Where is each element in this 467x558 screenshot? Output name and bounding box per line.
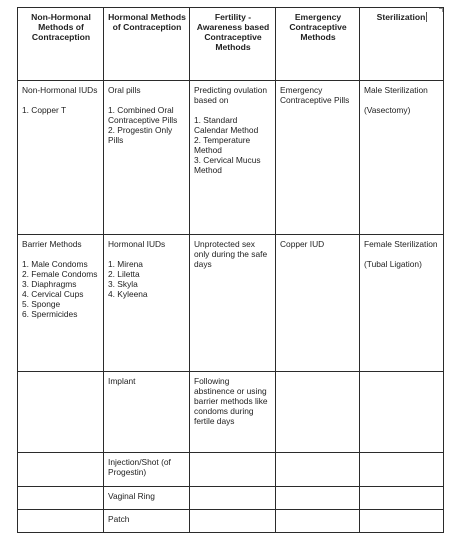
table-cell[interactable] xyxy=(190,487,276,510)
cell-text: 1. Combined Oral Contraceptive Pills xyxy=(108,105,178,125)
table-row xyxy=(18,510,444,533)
cell-text: Female Sterilization xyxy=(364,239,438,249)
cell-text: Following abstinence or using barrier methods like condoms during fertile days xyxy=(194,376,268,426)
table-cell[interactable] xyxy=(190,235,276,372)
table-cell[interactable] xyxy=(104,487,190,510)
table-cell[interactable] xyxy=(360,235,444,372)
table-cell[interactable] xyxy=(190,81,276,235)
cell-blank-line xyxy=(364,95,440,105)
table-row xyxy=(18,453,444,487)
cell-text: 2. Temperature Method xyxy=(194,135,251,155)
table-cell[interactable] xyxy=(276,235,360,372)
cell-text: 2. Female Condoms xyxy=(22,269,98,279)
cell-blank-line xyxy=(22,249,100,259)
cell-text: Male Sterilization xyxy=(364,85,428,95)
contraception-table xyxy=(17,7,444,533)
table-cell[interactable] xyxy=(360,487,444,510)
table-row xyxy=(18,235,444,372)
table-cell[interactable] xyxy=(276,510,360,533)
cell-text: Non-Hormonal IUDs xyxy=(22,85,98,95)
cell-text: Implant xyxy=(108,376,136,386)
cell-text: 1. Male Condoms xyxy=(22,259,88,269)
table-cell[interactable] xyxy=(360,372,444,453)
table-cell[interactable] xyxy=(18,235,104,372)
header-sterilization[interactable] xyxy=(360,8,444,81)
cell-text: 2. Progestin Only Pills xyxy=(108,125,173,145)
cell-text: 1. Copper T xyxy=(22,105,67,115)
table-cell[interactable] xyxy=(104,235,190,372)
table-cell[interactable] xyxy=(104,510,190,533)
cell-text: Copper IUD xyxy=(280,239,325,249)
header-row xyxy=(18,8,444,81)
cell-text: 6. Spermicides xyxy=(22,309,78,319)
cell-blank-line xyxy=(364,249,440,259)
cell-text: Patch xyxy=(108,514,130,524)
table-cell[interactable] xyxy=(104,453,190,487)
cell-text: Emergency Contraceptive Pills xyxy=(280,85,350,105)
cell-resize-handle[interactable] xyxy=(439,8,443,12)
table-cell[interactable] xyxy=(18,453,104,487)
cell-text: Oral pills xyxy=(108,85,141,95)
table-cell[interactable] xyxy=(18,81,104,235)
cell-text: 4. Cervical Cups xyxy=(22,289,84,299)
table-cell[interactable] xyxy=(18,372,104,453)
table-cell[interactable] xyxy=(276,372,360,453)
table-cell[interactable] xyxy=(360,81,444,235)
table-cell[interactable] xyxy=(18,487,104,510)
table-cell[interactable] xyxy=(104,81,190,235)
table-cell[interactable] xyxy=(360,510,444,533)
cell-text: Injection/Shot (of Progestin) xyxy=(108,457,171,477)
cell-blank-line xyxy=(194,105,272,115)
cell-text: 2. Liletta xyxy=(108,269,140,279)
cell-text: Hormonal IUDs xyxy=(108,239,166,249)
cell-text: 4. Kyleena xyxy=(108,289,148,299)
cell-text: Barrier Methods xyxy=(22,239,82,249)
table-cell[interactable] xyxy=(360,453,444,487)
text-cursor-icon xyxy=(426,12,427,22)
header-non-hormonal[interactable]: Non-Hormonal Methods of Contraception xyxy=(18,8,104,81)
table-row xyxy=(18,487,444,510)
table-cell[interactable] xyxy=(18,510,104,533)
cell-text: 3. Cervical Mucus Method xyxy=(194,155,261,175)
header-emergency[interactable]: Emergency Contraceptive Methods xyxy=(276,8,360,81)
table-row xyxy=(18,81,444,235)
table-cell[interactable] xyxy=(276,453,360,487)
cell-text: 3. Diaphragms xyxy=(22,279,77,289)
cell-text: 1. Mirena xyxy=(108,259,143,269)
header-hormonal[interactable]: Hormonal Methods of Contraception xyxy=(104,8,190,81)
cell-text: 1. Standard Calendar Method xyxy=(194,115,259,135)
table-cell[interactable] xyxy=(276,81,360,235)
table-cell[interactable] xyxy=(190,510,276,533)
cell-text: Predicting ovulation based on xyxy=(194,85,268,105)
table-cell[interactable] xyxy=(190,453,276,487)
cell-text: Vaginal Ring xyxy=(108,491,155,501)
cell-text: Unprotected sex only during the safe days xyxy=(194,239,268,269)
header-fertility-awareness[interactable]: Fertility - Awareness based Contraceptive Methods xyxy=(190,8,276,81)
table-row xyxy=(18,372,444,453)
table-cell[interactable] xyxy=(190,372,276,453)
cell-text: 5. Sponge xyxy=(22,299,61,309)
cell-text: (Vasectomy) xyxy=(364,105,411,115)
header-sterilization-label: Sterilization xyxy=(376,12,426,22)
cell-text: (Tubal Ligation) xyxy=(364,259,422,269)
table-cell[interactable] xyxy=(276,487,360,510)
cell-blank-line xyxy=(108,249,186,259)
cell-blank-line xyxy=(22,95,100,105)
cell-blank-line xyxy=(108,95,186,105)
cell-text: 3. Skyla xyxy=(108,279,138,289)
table-cell[interactable] xyxy=(104,372,190,453)
